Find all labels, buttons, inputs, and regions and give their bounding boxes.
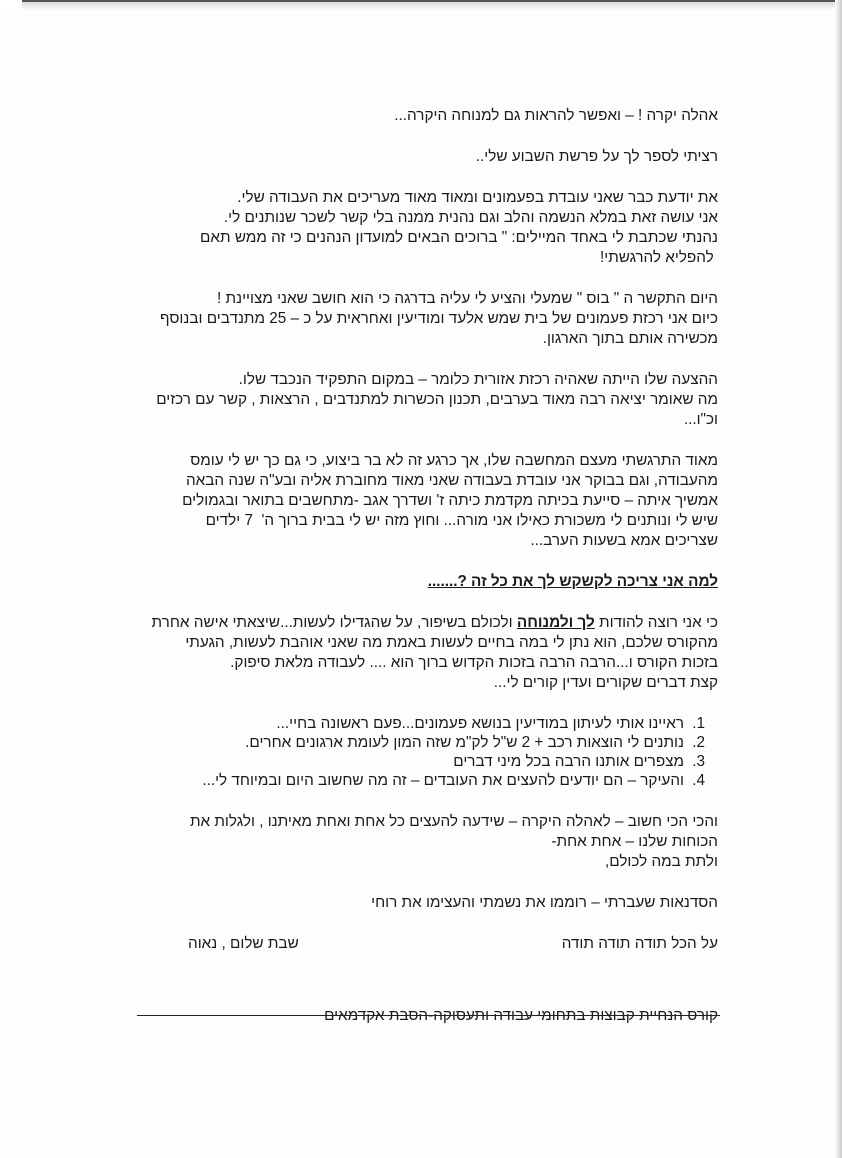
thanks-line: על הכל תודה תודה תודה bbox=[561, 935, 718, 952]
list-item: 3. מצפרים אותנו הרבה בכל מיני דברים bbox=[122, 752, 688, 771]
text-line: מה שאומר יציאה רבה מאוד בערבים, תכנון הכשרות למתנדבים , הרצאות , קשר עם רכזים bbox=[156, 391, 718, 408]
greeting-line: אהלה יקרה ! – ואפשר להראות גם למנוחה היקרה... bbox=[394, 107, 718, 124]
section-heading bbox=[122, 572, 718, 592]
intro bbox=[122, 147, 718, 167]
closing bbox=[122, 893, 718, 913]
text-line: ולתת במה לכולם, bbox=[605, 853, 718, 870]
greeting bbox=[122, 106, 718, 126]
text-line: כיום אני רכזת פעמונים של בית שמש אלעד ומודיעין ואחראית על כ – 25 מתנדבים ובנוסף bbox=[160, 310, 718, 327]
text-line: מהעבודה, וגם בבוקר אני עובדת בעבודה שאני מאוד מחוברת אליה ובע"ה שנה הבאה bbox=[185, 472, 718, 489]
text-line: מכשירה אותם בתוך הארגון. bbox=[542, 330, 718, 347]
text-line: ההצעה שלו הייתה שאהיה רכזת אזורית כלומר – במקום התפקיד הנכבד שלו. bbox=[238, 371, 718, 388]
text-line-thanks bbox=[122, 613, 718, 633]
paragraph-offer bbox=[122, 370, 718, 430]
text-line: בזכות הקורס ו...הרבה הרבה בזכות הקדוש ברוך הוא .... לעבודה מלאת סיפוק. bbox=[230, 654, 718, 671]
paragraph-promotion bbox=[122, 289, 718, 349]
text-line: מהקורס שלכם, הוא נתן לי במה בחיים לעשות באמת מה שאני אוהבת לעשות, הגעתי bbox=[185, 634, 718, 651]
text-line: אמשיך איתה – סייעת בכיתה מקדמת כיתה ז' ושדרך אגב -מתחשבים בתואר ובגמולים bbox=[182, 492, 718, 509]
thanks-emphasis: לך ולמנוחה bbox=[516, 614, 595, 631]
paragraph-thanks bbox=[122, 613, 718, 693]
paragraph-work bbox=[122, 188, 718, 268]
scan-left-gap bbox=[0, 0, 22, 10]
scan-top-edge bbox=[20, 0, 842, 10]
text-line: וכ"ו... bbox=[683, 411, 718, 428]
list-item: 2. נותנים לי הוצאות רכב + 2 ש"ל לק"מ שזה המון לעומת ארגונים אחרים. bbox=[122, 733, 688, 752]
text-line: מאוד התרגשתי מעצם המחשבה שלו, אך כרגע זה לא בר ביצוע, כי גם כך יש לי עומס bbox=[190, 452, 718, 469]
thanks-post: ולכולם בשיפור, על שהגדילו לעשות...שיצאתי אישה אחרת bbox=[151, 614, 517, 631]
text-line: קצת דברים שקורים ועדין קורים לי... bbox=[493, 674, 718, 691]
text-line: להפליא להרגשתי! bbox=[599, 249, 718, 266]
text-line: אני עושה זאת במלא הנשמה והלב וגם נהנית ממנה בלי קשר לשכר שנותנים לי. bbox=[223, 209, 718, 226]
signoff-line: שבת שלום , נאוה bbox=[188, 935, 299, 952]
footer-divider bbox=[137, 1015, 720, 1016]
thanks-pre: כי אני רוצה להודות bbox=[594, 614, 718, 631]
text-line: שצריכים אמא בשעות הערב... bbox=[530, 532, 718, 549]
text-line: היום התקשר ה " בוס " שמעלי והציע לי עליה בדרגה כי הוא חושב שאני מצויינת ! bbox=[217, 290, 718, 307]
signature-row bbox=[122, 934, 718, 954]
closing-line: הסדנאות שעברתי – רוממו את נשמתי והעצימו את רוחי bbox=[371, 894, 718, 911]
course-footer bbox=[122, 1006, 718, 1026]
text-line: הכוחות שלנו – אחת אחת- bbox=[551, 833, 718, 850]
scan-right-edge bbox=[835, 0, 842, 1158]
text-line: נהנתי שכתבת לי באחד המיילים: " ברוכים הבאים למועדון הנהנים כי זה ממש תאם bbox=[200, 229, 718, 246]
list-item: 1. ראיינו אותי לעיתון במודיעין בנושא פעמונים...פעם ראשונה בחיי... bbox=[122, 714, 688, 733]
list-item: 4. והעיקר – הם יודעים להעצים את העובדים – זה מה שחשוב היום ובמיוחד לי... bbox=[122, 771, 688, 790]
text-line: את יודעת כבר שאני עובדת בפעמונים ומאוד מאוד מעריכים את העבודה שלי. bbox=[237, 189, 718, 206]
text-line: והכי הכי חשוב – לאהלה היקרה – שידעה להעצים כל אחת ואחת מאיתנו , ולגלות את bbox=[189, 813, 718, 830]
paragraph-decision bbox=[122, 451, 718, 551]
heading-line: למה אני צריכה לקשקש לך את כל זה ?....... bbox=[427, 573, 718, 590]
intro-line: רציתי לספר לך על פרשת השבוע שלי.. bbox=[475, 148, 718, 165]
numbered-list bbox=[122, 714, 718, 790]
letter-body bbox=[122, 106, 718, 1026]
text-line: שיש לי ונותנים לי משכורת כאילו אני מורה... וחוץ מזה יש לי בבית ברוך ה' 7 ילדים bbox=[205, 512, 718, 529]
paragraph-important bbox=[122, 812, 718, 872]
course-line: קורס הנחיית קבוצות בתחומי עבודה ותעסוקה-הסבת אקדמאים bbox=[324, 1007, 718, 1024]
